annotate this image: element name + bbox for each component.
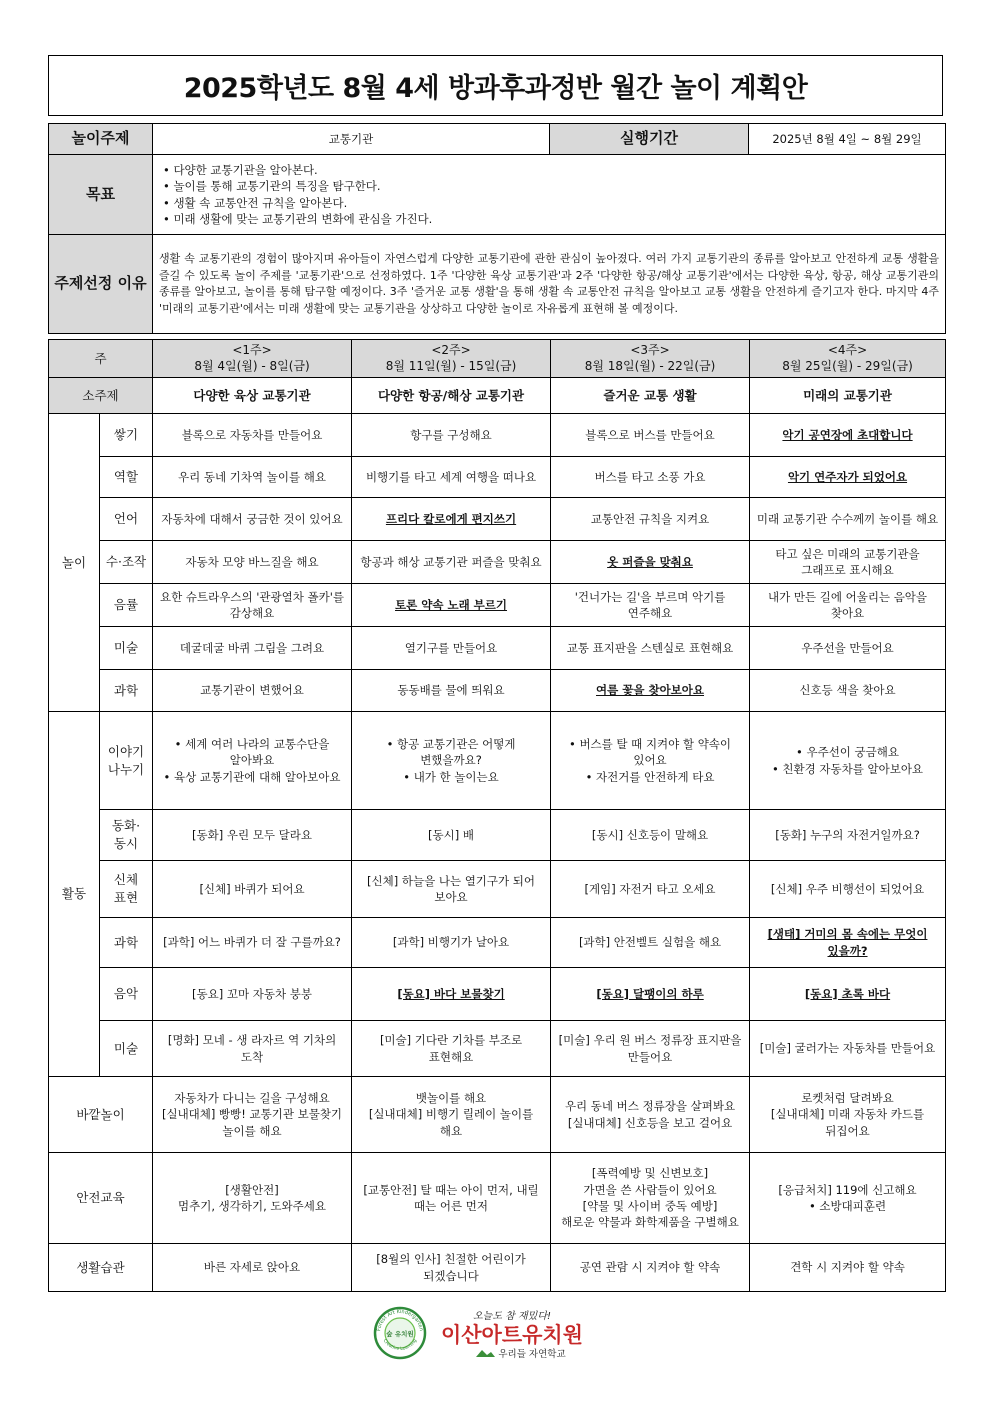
play-cell: 프리다 칼로에게 편지쓰기 bbox=[352, 498, 551, 541]
activity-cell: [동요] 꼬마 자동차 붕붕 bbox=[153, 968, 352, 1021]
outdoor-cell: 자동차가 다니는 길을 구성해요 [실내대체] 빵빵! 교통기관 보물찾기 놀이를 해요 bbox=[153, 1077, 352, 1153]
habit-cell: 바른 자세로 앉아요 bbox=[153, 1244, 352, 1292]
activity-cell: [동화] 누구의 자전거일까요? bbox=[750, 810, 946, 861]
reason-label: 주제선정 이유 bbox=[49, 235, 153, 334]
safety-cell: [폭력예방 및 신변보호] 가면을 쓴 사람들이 있어요 [약물 및 사이버 중독 예방] 해로운 약물과 화학제품을 구별해요 bbox=[551, 1153, 750, 1244]
logo-subtitle: 우리들 자연학교 bbox=[498, 1349, 566, 1360]
outdoor-cell: 우리 동네 버스 정류장을 살펴봐요 [실내대체] 신호등을 보고 걸어요 bbox=[551, 1077, 750, 1153]
play-cell: 항구를 구성해요 bbox=[352, 414, 551, 457]
week-header-1: <1주> 8월 4일(월) - 8일(금) bbox=[153, 340, 352, 378]
play-cell: 요한 슈트라우스의 '관광열차 폴카'를 감상해요 bbox=[153, 584, 352, 627]
activity-cell: [과학] 어느 바퀴가 더 잘 구를까요? bbox=[153, 918, 352, 968]
play-cell: 교통안전 규칙을 지켜요 bbox=[551, 498, 750, 541]
subtopic-1: 다양한 육상 교통기관 bbox=[153, 378, 352, 414]
plan-table bbox=[48, 339, 946, 1292]
play-cell: 타고 싶은 미래의 교통기관을 그래프로 표시해요 bbox=[750, 541, 946, 584]
week-header-2: <2주> 8월 11일(월) - 15일(금) bbox=[352, 340, 551, 378]
play-cell: 데굴데굴 바퀴 그림을 그려요 bbox=[153, 627, 352, 670]
logo-name: 이산아트유치원 bbox=[440, 1323, 584, 1347]
habit-cell: 견학 시 지켜야 할 약속 bbox=[750, 1244, 946, 1292]
talk-cell: • 세계 여러 나라의 교통수단을 알아봐요 • 육상 교통기관에 대해 알아보아요 bbox=[153, 712, 352, 810]
period-value: 2025년 8월 4일 ~ 8월 29일 bbox=[749, 124, 946, 155]
activity-cell: [신체] 우주 비행선이 되었어요 bbox=[750, 861, 946, 918]
activity-cell: [명화] 모네 - 생 라자르 역 기차의 도착 bbox=[153, 1021, 352, 1077]
play-cell: 자동차에 대해서 궁금한 것이 있어요 bbox=[153, 498, 352, 541]
play-cell: 여름 꽃을 찾아보아요 bbox=[551, 670, 750, 712]
activity-cell: [신체] 바퀴가 되어요 bbox=[153, 861, 352, 918]
week-header-4: <4주> 8월 25일(월) - 29일(금) bbox=[750, 340, 946, 378]
play-label: 놀이 bbox=[49, 414, 100, 712]
area-label: 언어 bbox=[100, 498, 153, 541]
area-label: 과학 bbox=[100, 670, 153, 712]
play-cell: 교통기관이 변했어요 bbox=[153, 670, 352, 712]
habit-cell: 공연 관람 시 지켜야 할 약속 bbox=[551, 1244, 750, 1292]
activity-cell: [게임] 자전거 타고 오세요 bbox=[551, 861, 750, 918]
activity-cell: [과학] 안전벨트 실험을 해요 bbox=[551, 918, 750, 968]
activity-cell: [미술] 기다란 기차를 부조로 표현해요 bbox=[352, 1021, 551, 1077]
habit-label: 생활습관 bbox=[49, 1244, 153, 1292]
activity-cell: [동요] 초록 바다 bbox=[750, 968, 946, 1021]
activity-cell: [동요] 달팽이의 하루 bbox=[551, 968, 750, 1021]
goal-list bbox=[153, 155, 946, 235]
play-cell: 비행기를 타고 세계 여행을 떠나요 bbox=[352, 457, 551, 498]
theme-label: 놀이주제 bbox=[49, 124, 153, 155]
play-cell: 열기구를 만들어요 bbox=[352, 627, 551, 670]
area-label: 동화·동시 bbox=[100, 810, 153, 861]
play-cell: '건너가는 길'을 부르며 악기를 연주해요 bbox=[551, 584, 750, 627]
activity-cell: [신체] 하늘을 나는 열기구가 되어 보아요 bbox=[352, 861, 551, 918]
theme-value: 교통기관 bbox=[153, 124, 550, 155]
subtopic-3: 즐거운 교통 생활 bbox=[551, 378, 750, 414]
activity-cell: [과학] 비행기가 날아요 bbox=[352, 918, 551, 968]
play-cell: 우리 동네 기차역 놀이를 해요 bbox=[153, 457, 352, 498]
goal-label: 목표 bbox=[49, 155, 153, 235]
talk-cell: • 버스를 탈 때 지켜야 할 약속이 있어요 • 자전거를 안전하게 타요 bbox=[551, 712, 750, 810]
play-cell: 교통 표지판을 스텐실로 표현해요 bbox=[551, 627, 750, 670]
talk-cell: • 우주선이 궁금해요 • 친환경 자동차를 알아보아요 bbox=[750, 712, 946, 810]
week-header-3: <3주> 8월 18일(월) - 22일(금) bbox=[551, 340, 750, 378]
goal-item: • 생활 속 교통안전 규칙을 알아본다. bbox=[163, 195, 348, 210]
area-label: 이야기 나누기 bbox=[100, 712, 153, 810]
activity-cell: [동시] 신호등이 말해요 bbox=[551, 810, 750, 861]
subtopic-label: 소주제 bbox=[49, 378, 153, 414]
play-cell: 미래 교통기관 수수께끼 놀이를 해요 bbox=[750, 498, 946, 541]
outdoor-label: 바깥놀이 bbox=[49, 1077, 153, 1153]
play-cell: 동동배를 물에 띄워요 bbox=[352, 670, 551, 712]
habit-cell: [8월의 인사] 친절한 어린이가 되겠습니다 bbox=[352, 1244, 551, 1292]
info-table bbox=[48, 123, 946, 334]
page-title: 2025학년도 8월 4세 방과후과정반 월간 놀이 계획안 bbox=[48, 55, 943, 116]
play-cell: 버스를 타고 소풍 가요 bbox=[551, 457, 750, 498]
activity-cell: [동요] 바다 보물찾기 bbox=[352, 968, 551, 1021]
area-label: 미술 bbox=[100, 627, 153, 670]
subtopic-2: 다양한 항공/해상 교통기관 bbox=[352, 378, 551, 414]
area-label: 과학 bbox=[100, 918, 153, 968]
emblem-ring-top: Forest Art Kindergarten bbox=[376, 1308, 424, 1332]
activity-cell: [동화] 우린 모두 달라요 bbox=[153, 810, 352, 861]
area-label: 음악 bbox=[100, 968, 153, 1021]
area-label: 신체 표현 bbox=[100, 861, 153, 918]
play-cell: 악기 연주자가 되었어요 bbox=[750, 457, 946, 498]
safety-cell: [생활안전] 멈추기, 생각하기, 도와주세요 bbox=[153, 1153, 352, 1244]
play-cell: 옷 퍼즐을 맞춰요 bbox=[551, 541, 750, 584]
talk-cell: • 항공 교통기관은 어떻게 변했을까요? • 내가 한 놀이는요 bbox=[352, 712, 551, 810]
play-cell: 블록으로 자동차를 만들어요 bbox=[153, 414, 352, 457]
activity-cell: [동시] 배 bbox=[352, 810, 551, 861]
reason-text: 생활 속 교통기관의 경험이 많아지며 유아들이 자연스럽게 다양한 교통기관에 관한 관심이 높아졌다. 여러 가지 교통기관의 종류를 알아보고 안전하게 교통 생활을 즐길 수 있도록 놀이 주제를 '교통기관'으로 선정하였다. 1주 '다양한 육상 교통기관'과 2주 '다양한 항공/해상 교통기관'에서는 다양한 육상, 항공, 해상 교통기관의 종류를 알아보고, 놀이를 통해 탐구할 예정이다. 3주 '즐거운 교통 생활'을 통해 생활 속 교통안전 규칙을 알아보고 교통 생활을 안전하게 즐기고자 한다. 마지막 4주 '미래의 교통기관'에서는 미래 생활에 맞는 교통기관을 상상하고 다양한 놀이로 자유롭게 표현해 볼 예정이다. bbox=[153, 235, 946, 334]
activity-cell: [미술] 굴러가는 자동차를 만들어요 bbox=[750, 1021, 946, 1077]
week-header-label: 주 bbox=[49, 340, 153, 378]
safety-cell: [응급처치] 119에 신고해요 • 소방대피훈련 bbox=[750, 1153, 946, 1244]
play-cell: 신호등 색을 찾아요 bbox=[750, 670, 946, 712]
logo-graphic bbox=[372, 1305, 602, 1361]
area-label: 쌓기 bbox=[100, 414, 153, 457]
play-cell: 자동차 모양 바느질을 해요 bbox=[153, 541, 352, 584]
area-label: 미술 bbox=[100, 1021, 153, 1077]
logo-slogan: 오늘도 참 재밌다! bbox=[473, 1311, 551, 1322]
mountain-icon bbox=[476, 1350, 495, 1357]
area-label: 역할 bbox=[100, 457, 153, 498]
subtopic-4: 미래의 교통기관 bbox=[750, 378, 946, 414]
play-cell: 악기 공연장에 초대합니다 bbox=[750, 414, 946, 457]
activity-cell: [미술] 우리 원 버스 정류장 표지판을 만들어요 bbox=[551, 1021, 750, 1077]
emblem-ring-bottom: Creative Learning bbox=[381, 1338, 419, 1352]
goal-item: • 다양한 교통기관을 알아본다. bbox=[163, 162, 318, 177]
safety-cell: [교통안전] 탈 때는 아이 먼저, 내릴 때는 어른 먼저 bbox=[352, 1153, 551, 1244]
play-cell: 토론 약속 노래 부르기 bbox=[352, 584, 551, 627]
play-cell: 블록으로 버스를 만들어요 bbox=[551, 414, 750, 457]
outdoor-cell: 뱃놀이를 해요 [실내대체] 비행기 릴레이 놀이를 해요 bbox=[352, 1077, 551, 1153]
period-label: 실행기간 bbox=[550, 124, 749, 155]
emblem-text: 숲 유치원 bbox=[386, 1330, 414, 1338]
play-cell: 우주선을 만들어요 bbox=[750, 627, 946, 670]
activity-cell: [생태] 거미의 몸 속에는 무엇이 있을까? bbox=[750, 918, 946, 968]
activity-label: 활동 bbox=[49, 712, 100, 1077]
area-label: 음률 bbox=[100, 584, 153, 627]
safety-label: 안전교육 bbox=[49, 1153, 153, 1244]
outdoor-cell: 로켓처럼 달려봐요 [실내대체] 미래 자동차 카드를 뒤집어요 bbox=[750, 1077, 946, 1153]
play-cell: 항공과 해상 교통기관 퍼즐을 맞춰요 bbox=[352, 541, 551, 584]
area-label: 수·조작 bbox=[100, 541, 153, 584]
goal-item: • 미래 생활에 맞는 교통기관의 변화에 관심을 가진다. bbox=[163, 211, 433, 226]
play-cell: 내가 만든 길에 어울리는 음악을 찾아요 bbox=[750, 584, 946, 627]
kindergarten-logo bbox=[372, 1305, 602, 1361]
goal-item: • 놀이를 통해 교통기관의 특징을 탐구한다. bbox=[163, 179, 381, 194]
